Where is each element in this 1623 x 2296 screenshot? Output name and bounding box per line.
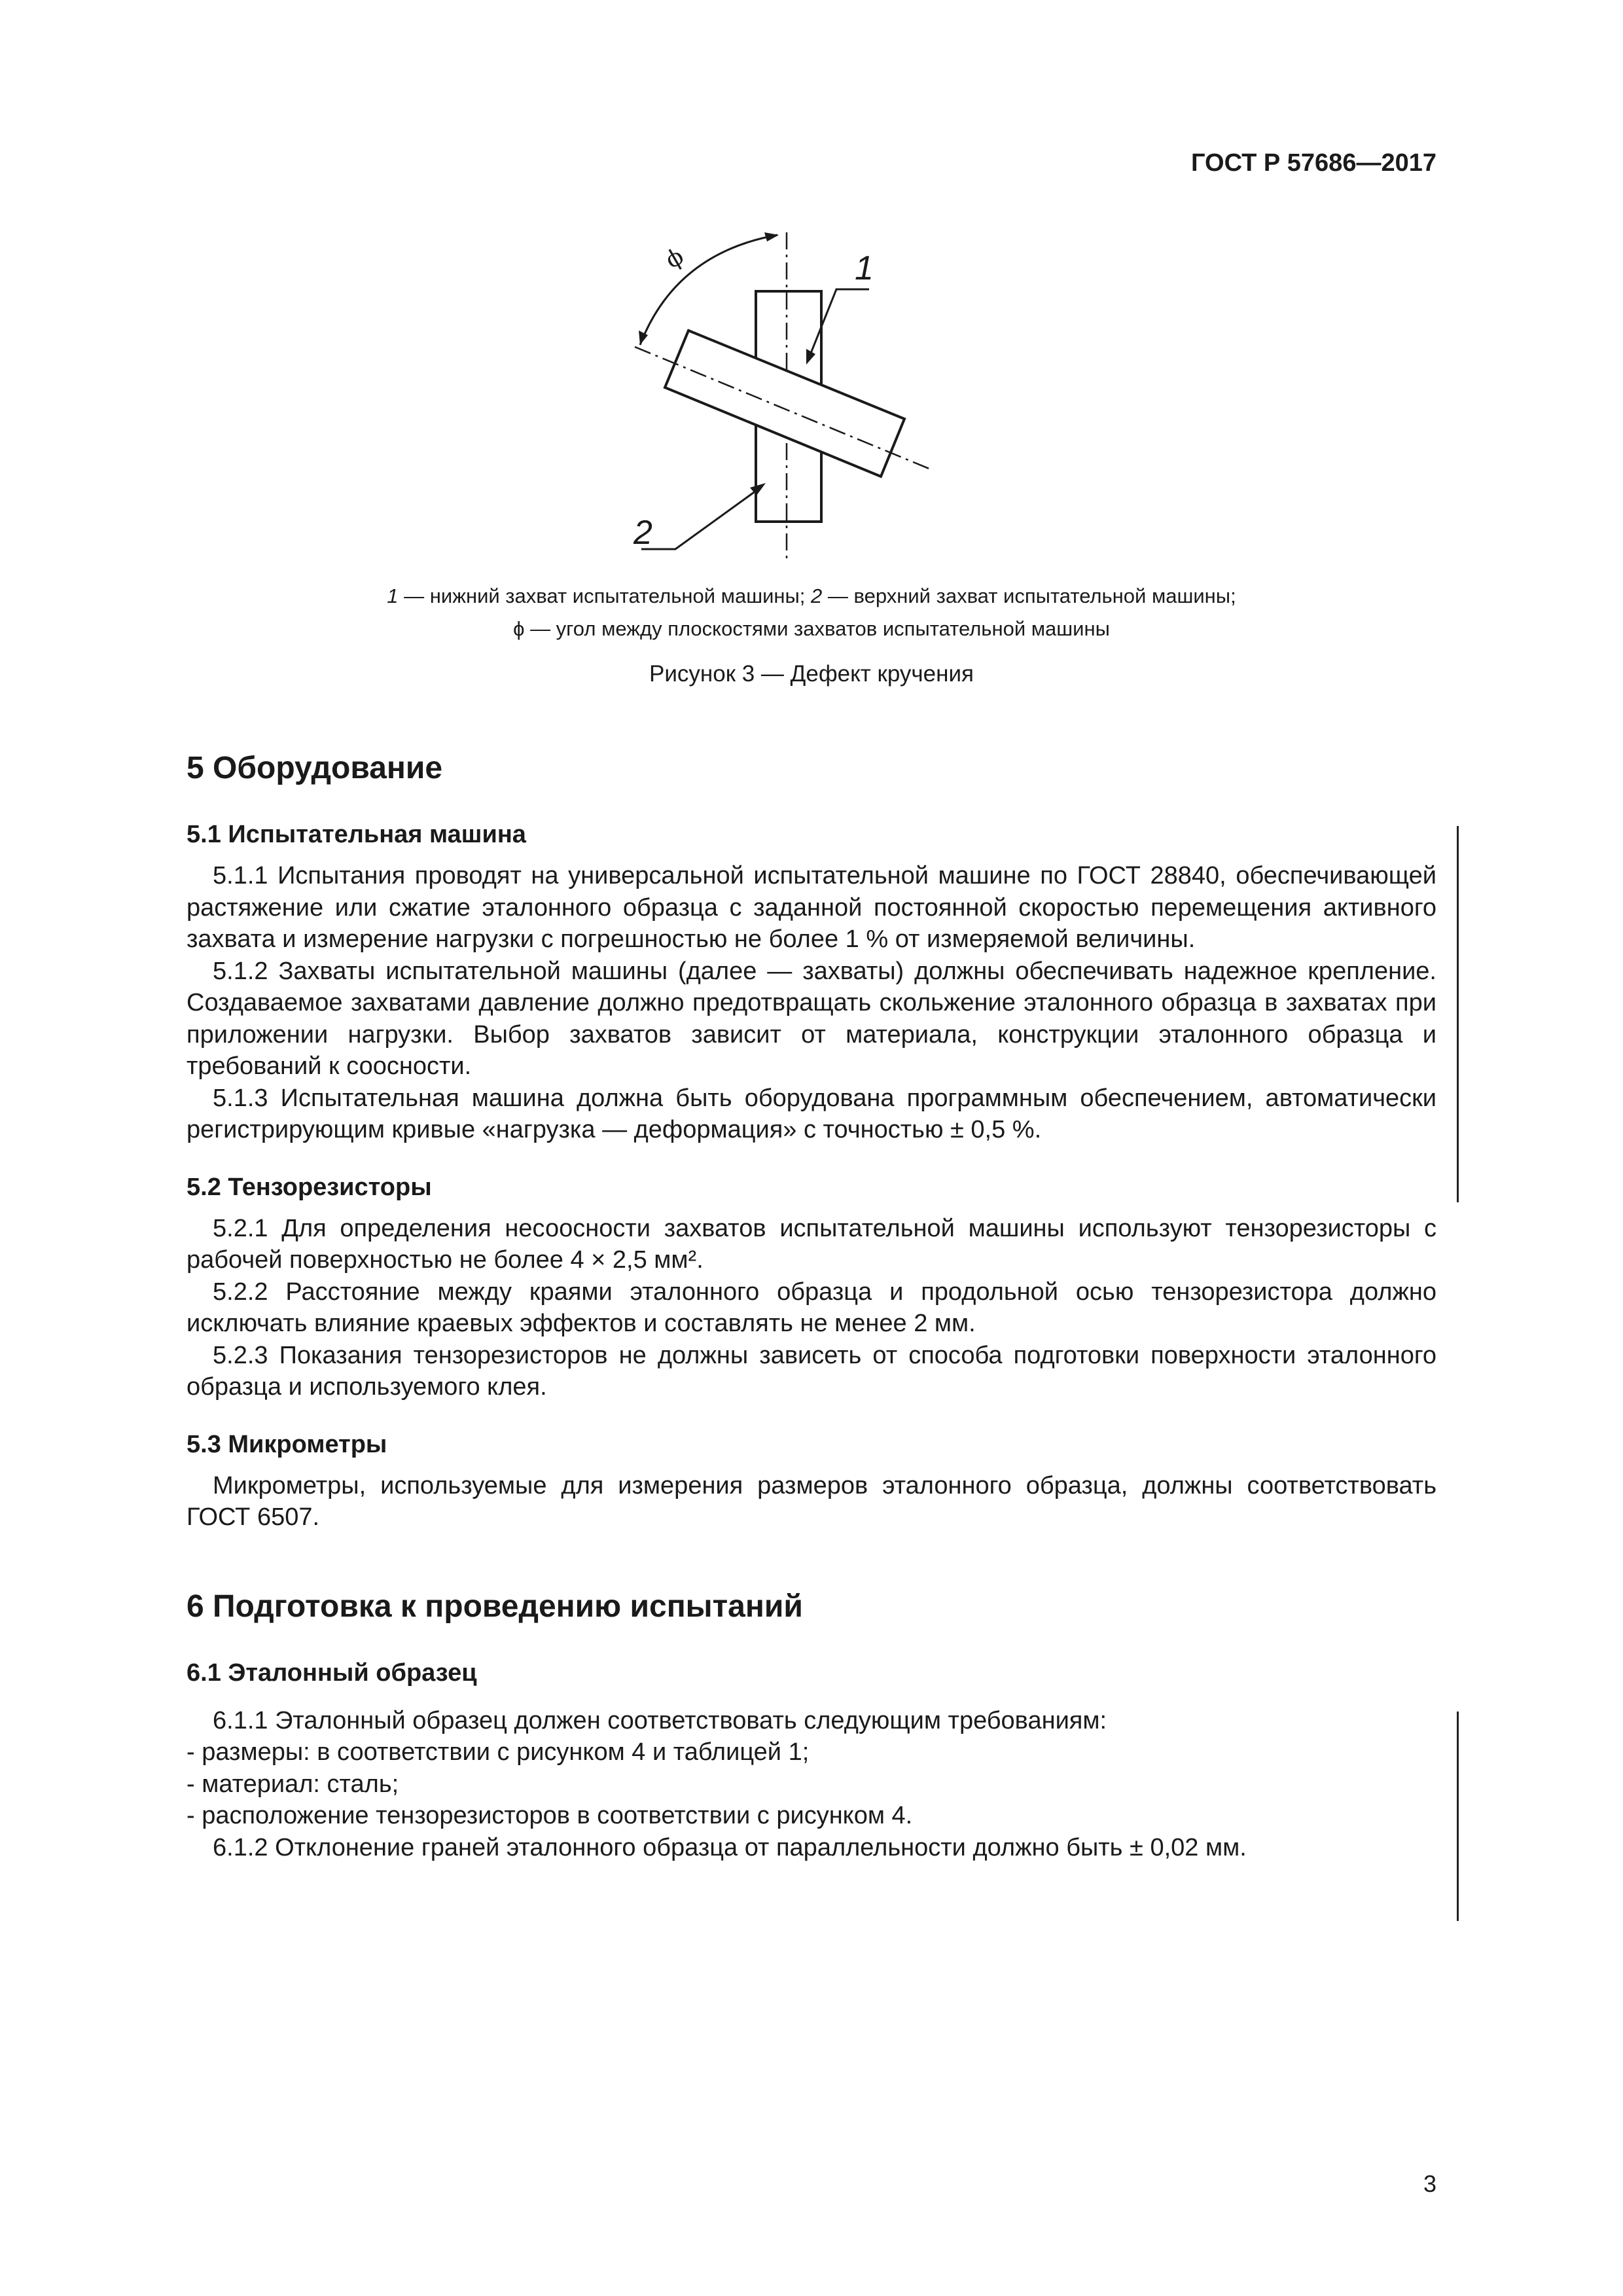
legend-num-1: 1 bbox=[387, 584, 399, 607]
document-body bbox=[187, 746, 1436, 1863]
paragraph-5-1-2 bbox=[187, 956, 1436, 1083]
angle-arrow-end bbox=[764, 232, 779, 242]
subsection-heading-5-1: 5.1 Испытательная машина bbox=[187, 821, 526, 848]
figure-legend-line-1 bbox=[131, 584, 1492, 608]
paragraph-text: Микрометры, используемые для измерения размеров эталонного образца, должны соответствовать ГОСТ 6507. bbox=[187, 1471, 1436, 1531]
paragraph-6-1-1 bbox=[187, 1705, 1436, 1737]
paragraph-5-2-2 bbox=[187, 1276, 1436, 1340]
paragraph-5-2-3 bbox=[187, 1340, 1436, 1403]
document-code: ГОСТ Р 57686—2017 bbox=[1191, 149, 1436, 177]
paragraph-text: 5.2.1 Для определения несоосности захватов испытательной машины используют тензорезисторы с рабочей поверхностью не более 4 × 2,5 мм². bbox=[187, 1214, 1436, 1274]
legend-text-1: — нижний захват испытательной машины; bbox=[398, 584, 812, 607]
paragraph-text: 5.2.3 Показания тензорезисторов не должны зависеть от способа подготовки поверхности эталонного образца и используемого клея. bbox=[187, 1341, 1436, 1401]
figure-torsion-defect bbox=[615, 226, 969, 566]
section-heading-5: 5 Оборудование bbox=[187, 751, 443, 785]
legend-text-2: — верхний захват испытательной машины; bbox=[822, 584, 1236, 607]
change-bar bbox=[1457, 1712, 1459, 1921]
upper-grip-rect bbox=[665, 331, 904, 476]
paragraph-5-1-1 bbox=[187, 860, 1436, 956]
paragraph-text: 5.1.3 Испытательная машина должна быть оборудована программным обеспечением, автоматически регистрирующим кривые «нагрузка — деформация» с точностью ± 0,5 %. bbox=[187, 1084, 1436, 1143]
leader-line-2 bbox=[641, 488, 760, 549]
paragraph-text: 6.1.1 Эталонный образец должен соответствовать следующим требованиям: bbox=[213, 1706, 1107, 1734]
subsection-heading-5-3: 5.3 Микрометры bbox=[187, 1430, 387, 1458]
section-heading-6: 6 Подготовка к проведению испытаний bbox=[187, 1588, 803, 1624]
paragraph-text: 6.1.2 Отклонение граней эталонного образца от параллельности должно быть ± 0,02 мм. bbox=[213, 1833, 1247, 1861]
paragraph-text: 5.2.2 Расстояние между краями эталонного образца и продольной осью тензорезистора должно исключать влияние краевых эффектов и составлять не менее 2 мм. bbox=[187, 1278, 1436, 1337]
page-number: 3 bbox=[1423, 2170, 1436, 2197]
paragraph-5-2-1 bbox=[187, 1213, 1436, 1276]
subsection-heading-5-2: 5.2 Тензорезисторы bbox=[187, 1173, 432, 1201]
paragraph-5-3 bbox=[187, 1470, 1436, 1534]
legend-num-2: 2 bbox=[811, 584, 823, 607]
paragraph-6-1-2 bbox=[187, 1832, 1436, 1864]
label-2: 2 bbox=[633, 514, 652, 552]
paragraph-5-1-3 bbox=[187, 1083, 1436, 1146]
list-item: - расположение тензорезисторов в соответствии с рисунком 4. bbox=[187, 1802, 913, 1829]
list-item: - размеры: в соответствии с рисунком 4 и таблицей 1; bbox=[187, 1738, 810, 1766]
leader-line-1 bbox=[809, 289, 869, 358]
label-1: 1 bbox=[855, 249, 874, 287]
angle-symbol: ϕ bbox=[661, 243, 688, 274]
torsion-defect-diagram bbox=[615, 226, 969, 566]
subsection-heading-6-1: 6.1 Эталонный образец bbox=[187, 1659, 477, 1687]
figure-legend-line-2: ϕ — угол между плоскостями захватов испытательной машины bbox=[513, 617, 1110, 640]
paragraph-text: 5.1.1 Испытания проводят на универсальной испытательной машине по ГОСТ 28840, обеспечивающей растяжение или сжатие эталонного образца с заданной постоянной скоростью перемещения активного захвата и измерение нагрузки с погрешностью не более 1 % от измеряемой величины. bbox=[187, 862, 1436, 953]
change-bar bbox=[1457, 826, 1459, 1202]
angle-arrow-start bbox=[639, 331, 648, 345]
figure-caption: Рисунок 3 — Дефект кручения bbox=[649, 661, 974, 687]
paragraph-text: 5.1.2 Захваты испытательной машины (далее — захваты) должны обеспечивать надежное крепление. Создаваемое захватами давление должно предотвращать скольжение эталонного образца в захватах при приложении нагрузки. Выбор захватов зависит от материала, конструкции эталонного образца и требований к соосности. bbox=[187, 957, 1436, 1080]
list-item: - материал: сталь; bbox=[187, 1770, 399, 1798]
